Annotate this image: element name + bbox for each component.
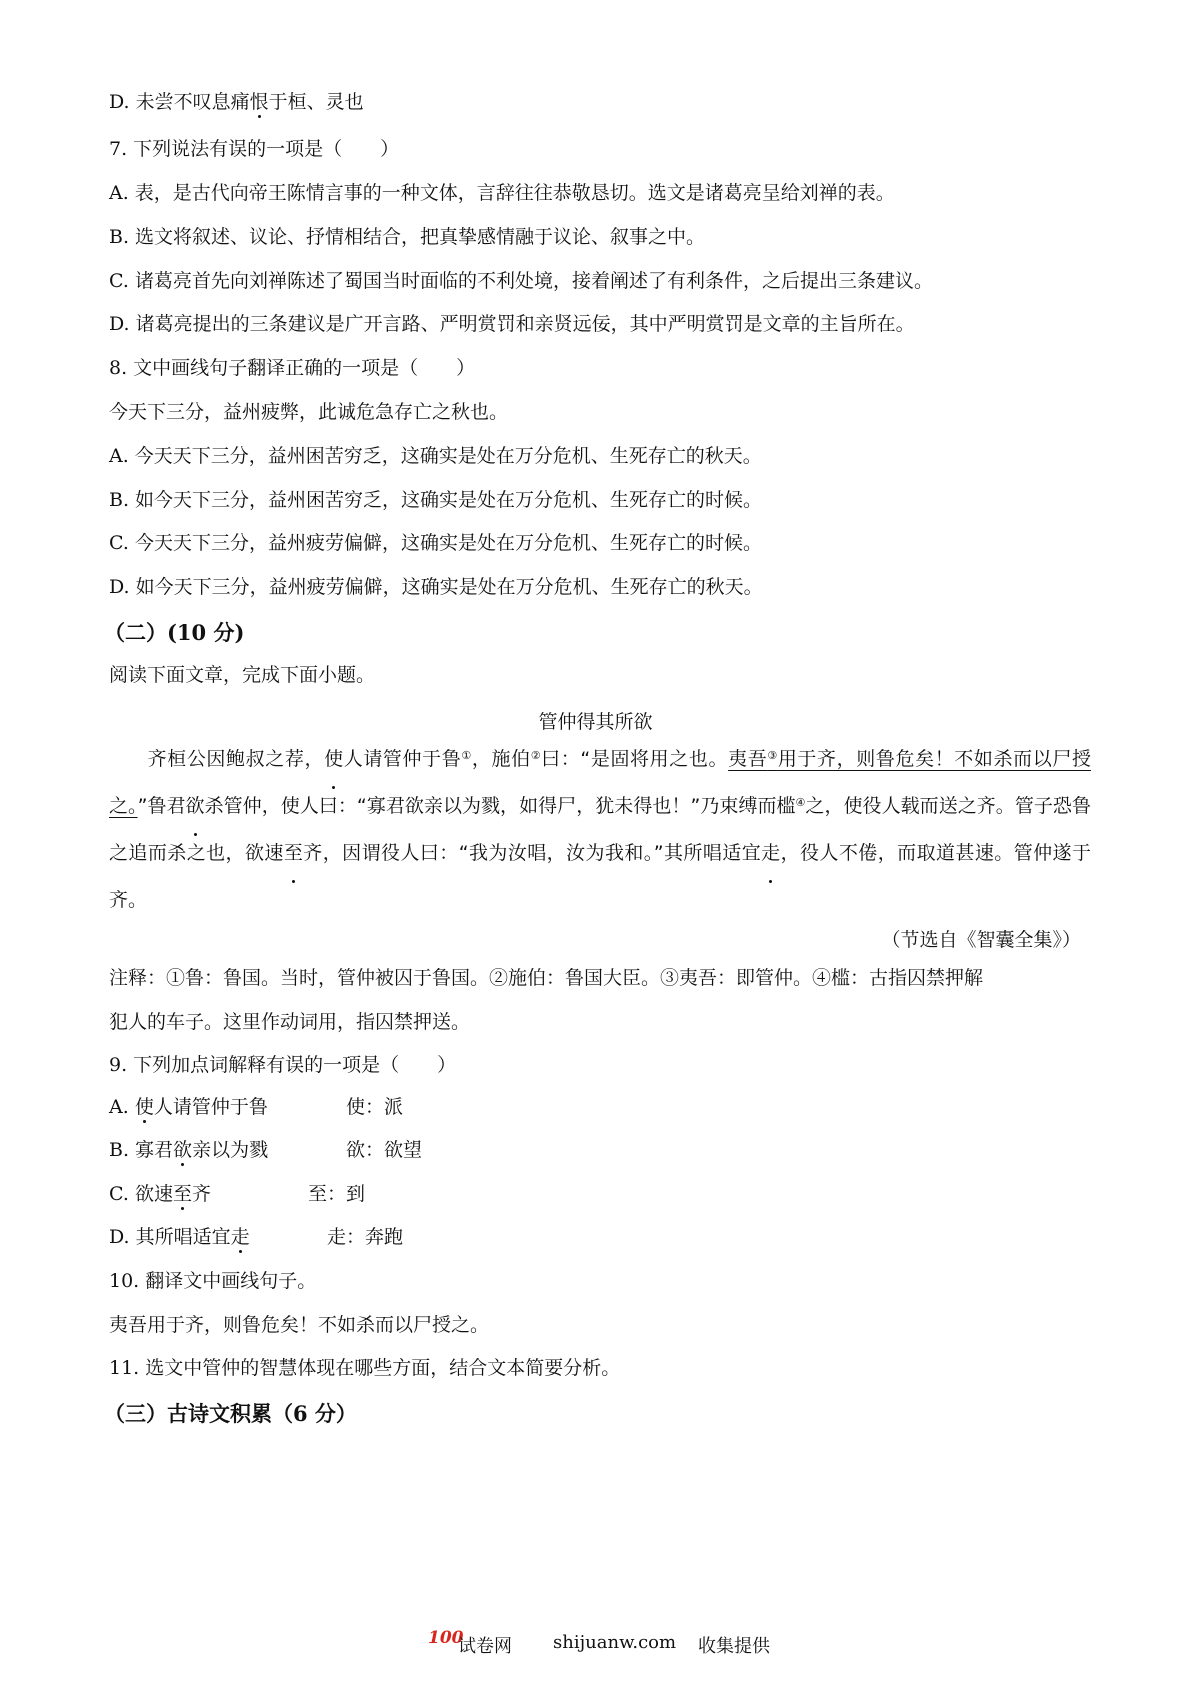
- q8-option-c: C. 今天天下三分，益州疲劳偏僻，这确实是处在万分危机、生死存亡的时候。: [109, 532, 762, 554]
- q7-option-c: C. 诸葛亮首先向刘禅陈述了蜀国当时面临的不利处境，接着阐述了有利条件，之后提出三条建议。: [109, 270, 933, 292]
- footer-brand: 试卷网: [458, 1636, 512, 1657]
- q8-sentence: 今天下三分，益州疲弊，此诚危急存亡之秋也。: [109, 401, 509, 423]
- section-3-heading: （三）古诗文积累（6 分）: [104, 1401, 357, 1426]
- q9-option-d: D. 其所唱适宜走 走：奔跑: [109, 1226, 404, 1248]
- q7-option-d: D. 诸葛亮提出的三条建议是广开言路、严明赏罚和亲贤远佞，其中严明赏罚是文章的主旨所在。: [109, 313, 915, 335]
- section-2-heading: （二）(10 分): [104, 620, 245, 645]
- brand-logo: 100: [428, 1628, 464, 1648]
- footer-site-link[interactable]: shijuanw.com: [553, 1632, 677, 1653]
- q10-sentence: 夷吾用于齐，则鲁危矣！不如杀而以尸授之。: [109, 1314, 490, 1336]
- note-line-1: 注释：①鲁：鲁国。当时，管仲被囚于鲁国。②施伯：鲁国大臣。③夷吾：即管仲。④槛：古指囚禁押解: [109, 967, 984, 989]
- note-line-2: 犯人的车子。这里作动词用，指囚禁押送。: [109, 1011, 471, 1033]
- q9-option-b: B. 寡君欲亲以为戮 欲：欲望: [109, 1139, 423, 1161]
- q8-option-d: D. 如今天下三分，益州疲劳偏僻，这确实是处在万分危机、生死存亡的秋天。: [109, 576, 763, 598]
- q11-stem: 11. 选文中管仲的智慧体现在哪些方面，结合文本简要分析。: [109, 1357, 621, 1379]
- q9-stem: 9. 下列加点词解释有误的一项是（ ）: [109, 1054, 457, 1076]
- q7-stem: 7. 下列说法有误的一项是（ ）: [109, 138, 400, 160]
- q8-option-a: A. 今天天下三分，益州困苦穷乏，这确实是处在万分危机、生死存亡的秋天。: [109, 445, 762, 467]
- underlined-sentence: 夷吾③用于齐，则鲁危矣！不如杀而以尸授之。: [109, 748, 1091, 817]
- emphasis-dot-char: 恨: [249, 91, 269, 113]
- q6-option-d: D. 未尝不叹息痛恨于桓、灵也: [109, 91, 364, 113]
- q8-option-b: B. 如今天下三分，益州困苦穷乏，这确实是处在万分危机、生死存亡的时候。: [109, 489, 763, 511]
- q9-option-a: A. 使人请管仲于鲁 使：派: [109, 1096, 404, 1118]
- passage-body: 齐桓公因鲍叔之荐，使人请管仲于鲁①，施伯②曰：“是固将用之也。夷吾③用于齐，则鲁危矣！不如杀而以尸授之。”鲁君欲杀管仲，使人曰：“寡君欲亲以为戮，如得尸，犹未得也！”乃束缚而槛④之，使役人载而送之齐。管子恐鲁之追而杀之也，欲速至齐，因谓役人曰：“我为汝唱，汝为我和。”其所唱适宜走，役人不倦，而取道甚速。管仲遂于齐。: [109, 736, 1091, 924]
- section-2-intro: 阅读下面文章，完成下面小题。: [109, 664, 376, 686]
- q8-stem: 8. 文中画线句子翻译正确的一项是（ ）: [109, 357, 476, 379]
- footer-credit: 收集提供: [698, 1636, 770, 1657]
- passage-title: 管仲得其所欲: [538, 711, 653, 733]
- passage-source: （节选自《智囊全集》）: [881, 929, 1081, 951]
- q10-stem: 10. 翻译文中画线句子。: [109, 1270, 317, 1292]
- q7-option-b: B. 选文将叙述、议论、抒情相结合，把真挚感情融于议论、叙事之中。: [109, 226, 706, 248]
- q7-option-a: A. 表，是古代向帝王陈情言事的一种文体，言辞往往恭敬恳切。选文是诸葛亮呈给刘禅的表。: [109, 182, 895, 204]
- q9-option-c: C. 欲速至齐 至：到: [109, 1183, 366, 1205]
